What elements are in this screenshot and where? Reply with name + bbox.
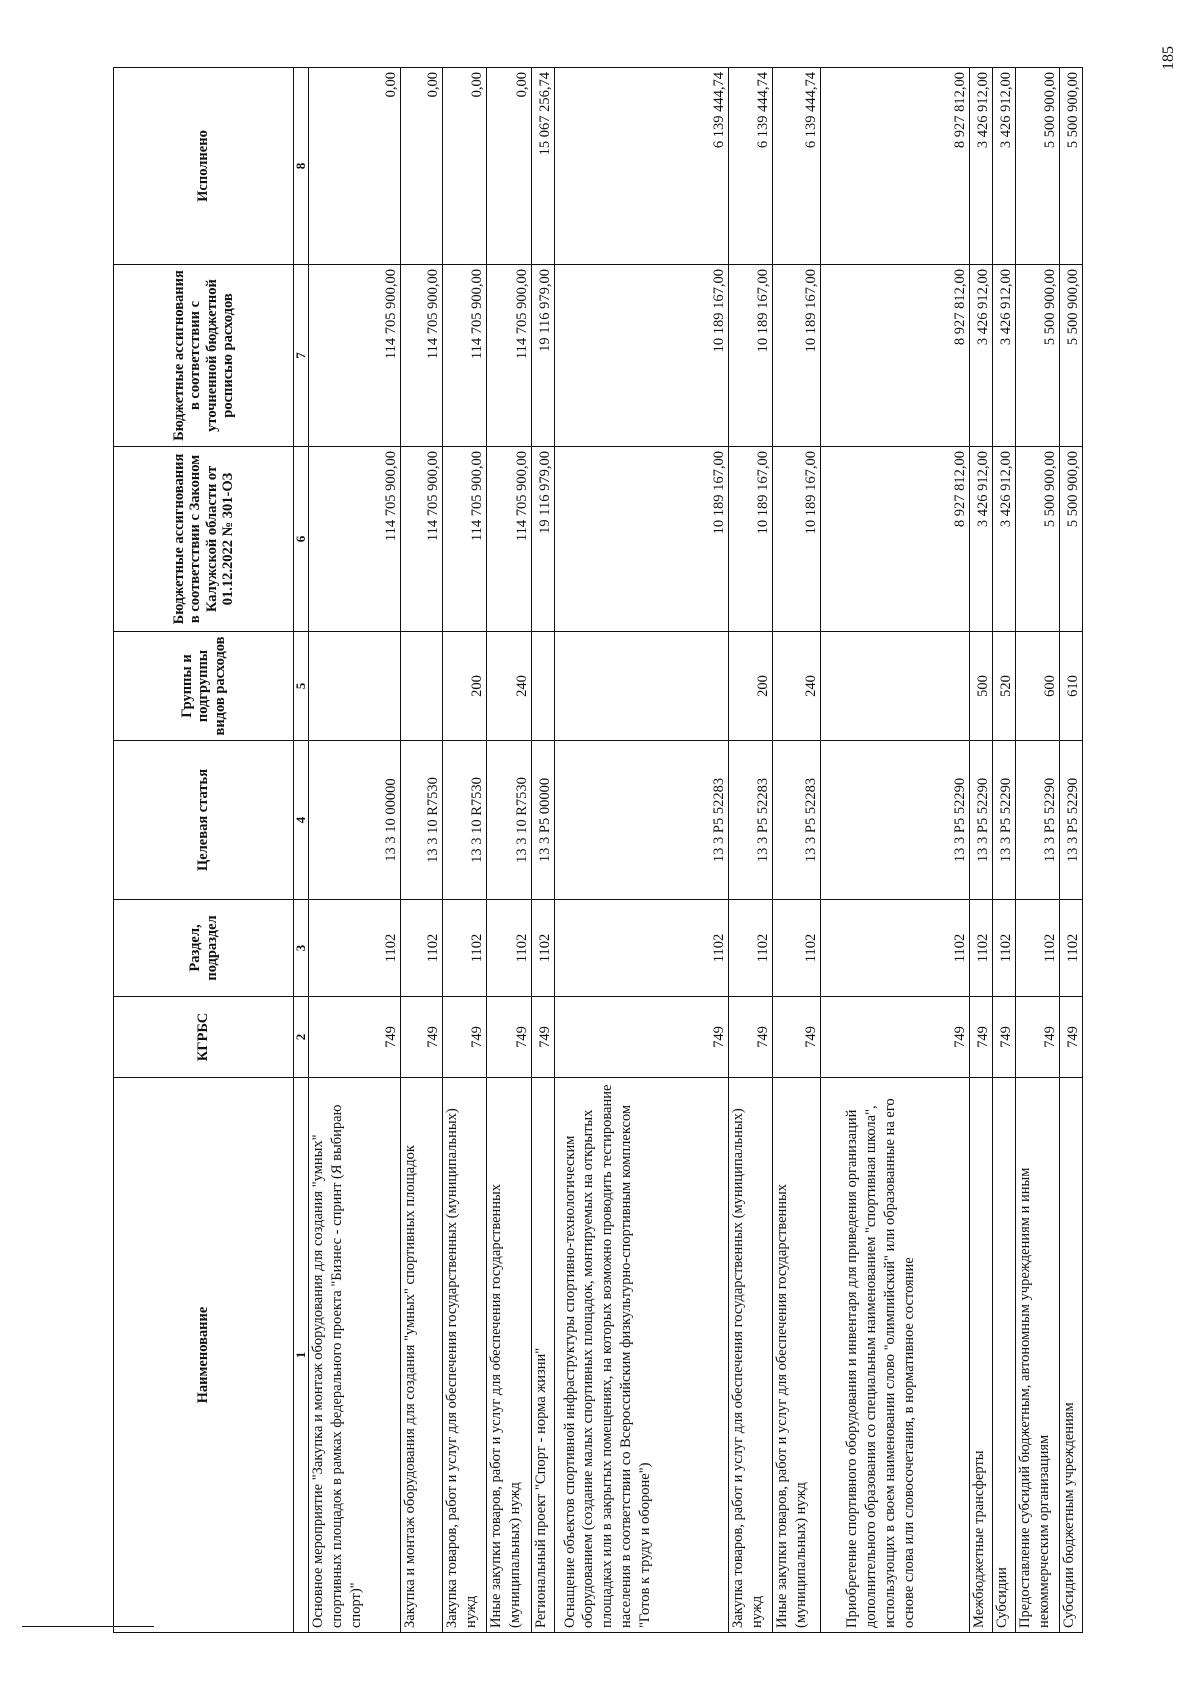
row-law-amount: 8 927 812,00 (821, 447, 970, 632)
row-law-amount: 10 189 167,00 (728, 447, 772, 632)
header-refined: Бюджетные ассигнования в соответствии с уточненной бюджетной росписью расходов (114, 265, 294, 447)
row-law-amount: 3 426 912,00 (993, 447, 1016, 632)
row-refined-amount: 114 705 900,00 (309, 265, 401, 447)
row-law-amount: 114 705 900,00 (487, 447, 531, 632)
row-section: 1102 (400, 900, 442, 997)
table-row (531, 68, 554, 1633)
row-name: Предоставление субсидий бюджетным, автономным учреждениям и иным некоммерческим организациям (1015, 1078, 1059, 1633)
column-number: 5 (294, 632, 309, 741)
row-section: 1102 (821, 900, 970, 997)
row-executed-amount: 0,00 (309, 68, 401, 265)
row-law-amount: 19 116 979,00 (531, 447, 554, 632)
header-kgrbs: КГРБС (114, 997, 294, 1078)
row-group: 610 (1060, 632, 1083, 741)
table-row (400, 68, 442, 1633)
header-section: Раздел, подраздел (114, 900, 294, 997)
row-target: 13 3 P5 52290 (821, 741, 970, 900)
row-executed-amount: 8 927 812,00 (821, 68, 970, 265)
budget-table-rotated (113, 68, 1083, 1633)
row-executed-amount: 15 067 256,74 (531, 68, 554, 265)
row-refined-amount: 5 500 900,00 (1060, 265, 1083, 447)
row-target: 13 3 P5 52290 (1060, 741, 1083, 900)
row-name: Закупка товаров, работ и услуг для обеспечения государственных (муниципальных) нужд (728, 1078, 772, 1633)
row-refined-amount: 3 426 912,00 (970, 265, 993, 447)
row-section: 1102 (309, 900, 401, 997)
row-section: 1102 (1015, 900, 1059, 997)
row-law-amount: 5 500 900,00 (1060, 447, 1083, 632)
row-refined-amount: 5 500 900,00 (1015, 265, 1059, 447)
header-row (114, 68, 294, 1633)
row-name: Межбюджетные трансферты (970, 1078, 993, 1633)
table-row (554, 68, 728, 1633)
row-executed-amount: 6 139 444,74 (773, 68, 821, 265)
row-law-amount: 10 189 167,00 (773, 447, 821, 632)
row-group (531, 632, 554, 741)
header-target: Целевая статья (114, 741, 294, 900)
row-name: Приобретение спортивного оборудования и инвентаря для приведения организаций дополнительного образования со специальным наименованием "спортивная школа", использующих в своем наименовании слово "олимпийский" или образованные на его основе слова или словосочетания, в нормативное состояние (821, 1078, 970, 1633)
row-target: 13 3 10 R7530 (400, 741, 442, 900)
row-group: 500 (970, 632, 993, 741)
table-row (487, 68, 531, 1633)
row-section: 1102 (531, 900, 554, 997)
header-executed: Исполнено (114, 68, 294, 265)
table-row (821, 68, 970, 1633)
row-section: 1102 (773, 900, 821, 997)
row-target: 13 3 P5 52290 (993, 741, 1016, 900)
row-executed-amount: 0,00 (400, 68, 442, 265)
row-executed-amount: 6 139 444,74 (554, 68, 728, 265)
row-section: 1102 (487, 900, 531, 997)
row-kgrbs: 749 (970, 997, 993, 1078)
row-target: 13 3 P5 52290 (970, 741, 993, 900)
column-number: 7 (294, 265, 309, 447)
row-group (309, 632, 401, 741)
row-group (554, 632, 728, 741)
row-kgrbs: 749 (487, 997, 531, 1078)
row-name: Иные закупки товаров, работ и услуг для обеспечения государственных (муниципальных) нужд (487, 1078, 531, 1633)
header-law: Бюджетные ассигнования в соответствии с Законом Калужской области от 01.12.2022 № 301-ОЗ (114, 447, 294, 632)
row-law-amount: 114 705 900,00 (309, 447, 401, 632)
row-name: Иные закупки товаров, работ и услуг для обеспечения государственных (муниципальных) нужд (773, 1078, 821, 1633)
table-row (970, 68, 993, 1633)
row-target: 13 3 10 R7530 (487, 741, 531, 900)
row-section: 1102 (1060, 900, 1083, 997)
row-kgrbs: 749 (728, 997, 772, 1078)
row-law-amount: 10 189 167,00 (554, 447, 728, 632)
row-section: 1102 (728, 900, 772, 997)
row-group (821, 632, 970, 741)
row-section: 1102 (970, 900, 993, 997)
column-number-row (294, 68, 309, 1633)
row-kgrbs: 749 (1015, 997, 1059, 1078)
row-refined-amount: 3 426 912,00 (993, 265, 1016, 447)
column-number: 2 (294, 997, 309, 1078)
row-executed-amount: 0,00 (487, 68, 531, 265)
row-kgrbs: 749 (993, 997, 1016, 1078)
row-kgrbs: 749 (554, 997, 728, 1078)
table-row (443, 68, 487, 1633)
row-refined-amount: 10 189 167,00 (773, 265, 821, 447)
footnote-rule (22, 1626, 154, 1627)
row-target: 13 3 P5 52283 (554, 741, 728, 900)
header-name: Наименование (114, 1078, 294, 1633)
row-kgrbs: 749 (531, 997, 554, 1078)
row-kgrbs: 749 (1060, 997, 1083, 1078)
row-group: 200 (443, 632, 487, 741)
row-executed-amount: 3 426 912,00 (970, 68, 993, 265)
row-group: 600 (1015, 632, 1059, 741)
row-kgrbs: 749 (773, 997, 821, 1078)
table-row (309, 68, 401, 1633)
row-law-amount: 3 426 912,00 (970, 447, 993, 632)
row-group: 240 (487, 632, 531, 741)
row-group: 240 (773, 632, 821, 741)
row-executed-amount: 3 426 912,00 (993, 68, 1016, 265)
row-target: 13 3 P5 52283 (773, 741, 821, 900)
row-refined-amount: 114 705 900,00 (400, 265, 442, 447)
row-executed-amount: 6 139 444,74 (728, 68, 772, 265)
row-name: Региональный проект "Спорт - норма жизни" (531, 1078, 554, 1633)
row-kgrbs: 749 (443, 997, 487, 1078)
row-executed-amount: 5 500 900,00 (1060, 68, 1083, 265)
row-refined-amount: 114 705 900,00 (443, 265, 487, 447)
column-number: 3 (294, 900, 309, 997)
row-law-amount: 5 500 900,00 (1015, 447, 1059, 632)
row-kgrbs: 749 (821, 997, 970, 1078)
row-law-amount: 114 705 900,00 (443, 447, 487, 632)
table-row (773, 68, 821, 1633)
row-target: 13 3 P5 52290 (1015, 741, 1059, 900)
row-name: Основное мероприятие "Закупка и монтаж оборудования для создания "умных" спортивных площадок в рамках федерального проекта "Бизнес - спринт (Я выбираю спорт)" (309, 1078, 401, 1633)
budget-table (113, 67, 1083, 1633)
row-refined-amount: 8 927 812,00 (821, 265, 970, 447)
row-refined-amount: 10 189 167,00 (728, 265, 772, 447)
row-refined-amount: 10 189 167,00 (554, 265, 728, 447)
row-target: 13 3 P5 52283 (728, 741, 772, 900)
row-group: 520 (993, 632, 1016, 741)
header-group: Группы и подгруппы видов расходов (114, 632, 294, 741)
row-refined-amount: 114 705 900,00 (487, 265, 531, 447)
row-executed-amount: 0,00 (443, 68, 487, 265)
row-target: 13 3 P5 00000 (531, 741, 554, 900)
table-row (728, 68, 772, 1633)
row-group (400, 632, 442, 741)
column-number: 8 (294, 68, 309, 265)
row-section: 1102 (554, 900, 728, 997)
row-group: 200 (728, 632, 772, 741)
row-section: 1102 (443, 900, 487, 997)
row-target: 13 3 10 00000 (309, 741, 401, 900)
page-number: 185 (1160, 46, 1177, 70)
row-law-amount: 114 705 900,00 (400, 447, 442, 632)
row-name: Субсидии (993, 1078, 1016, 1633)
row-refined-amount: 19 116 979,00 (531, 265, 554, 447)
row-section: 1102 (993, 900, 1016, 997)
row-kgrbs: 749 (309, 997, 401, 1078)
row-name: Субсидии бюджетным учреждениям (1060, 1078, 1083, 1633)
row-target: 13 3 10 R7530 (443, 741, 487, 900)
column-number: 1 (294, 1078, 309, 1633)
row-name: Закупка и монтаж оборудования для создания "умных" спортивных площадок (400, 1078, 442, 1633)
table-row (1015, 68, 1059, 1633)
table-row (1060, 68, 1083, 1633)
row-name: Закупка товаров, работ и услуг для обеспечения государственных (муниципальных) нужд (443, 1078, 487, 1633)
column-number: 6 (294, 447, 309, 632)
row-kgrbs: 749 (400, 997, 442, 1078)
row-name: Оснащение объектов спортивной инфраструктуры спортивно-технологическим оборудованием (создание малых спортивных площадок, монтируемых на открытых площадках или в закрытых помещениях, на которых возможно проводить тестирование населения в соответствии со Всероссийским физкультурно-спортивным комплексом "Готов к труду и обороне") (554, 1078, 728, 1633)
row-executed-amount: 5 500 900,00 (1015, 68, 1059, 265)
column-number: 4 (294, 741, 309, 900)
table-row (993, 68, 1016, 1633)
